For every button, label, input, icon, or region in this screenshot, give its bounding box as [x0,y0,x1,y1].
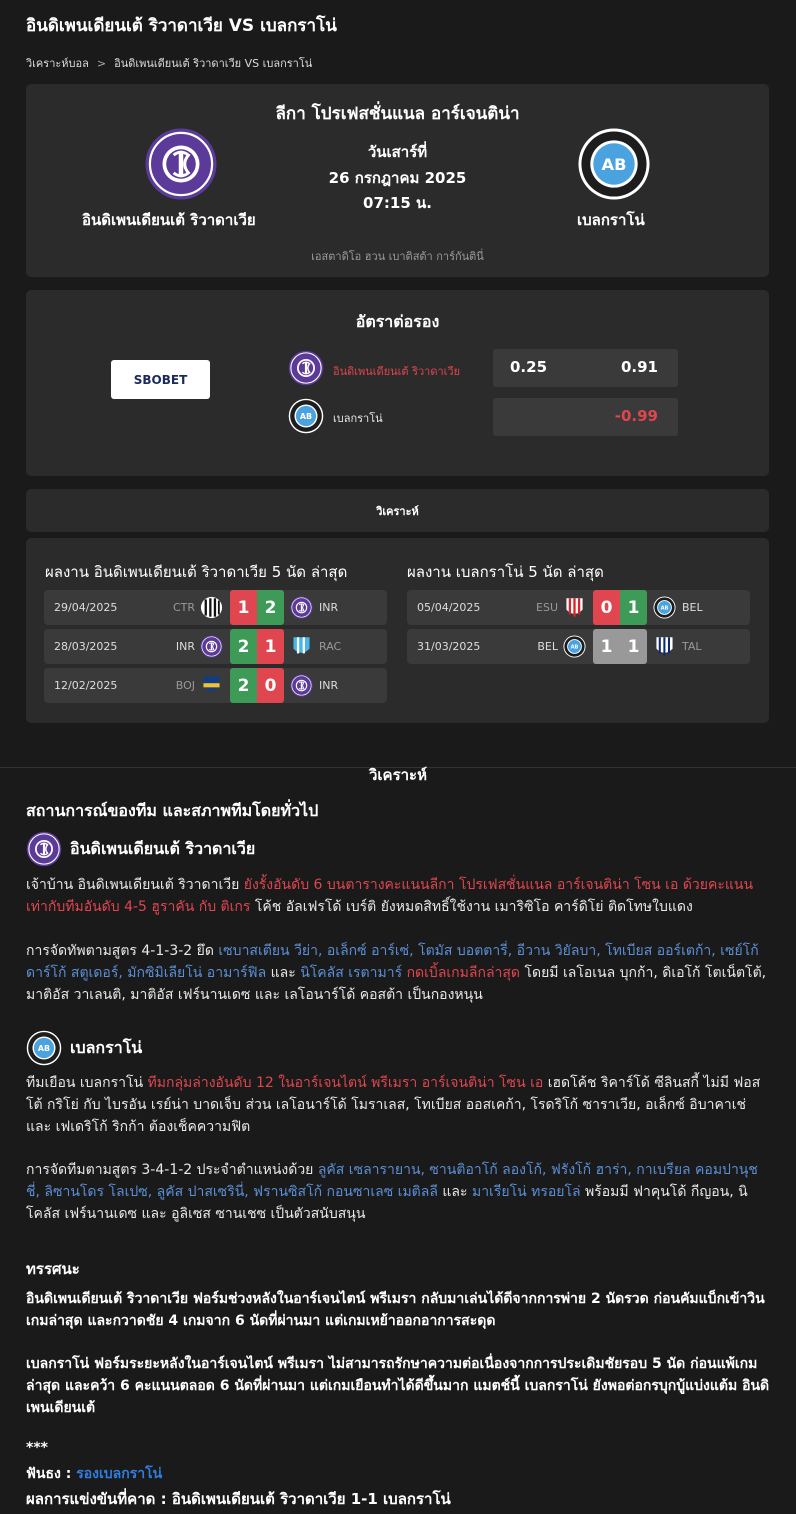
form-match-row[interactable] [407,629,750,664]
match-date: 12/02/2025 [54,679,118,692]
home-club-logo [563,635,586,658]
text: และ [437,1184,472,1200]
odds-handicap: 0.25 [510,358,548,376]
players-text: มาเรียโน่ ทรอยโล่ [471,1184,581,1200]
home-club-logo [200,635,223,658]
home-score: 2 [230,629,257,664]
odds-panel [26,290,769,476]
away-code: RAC [319,640,342,653]
sbobet-label: SBOBET [133,372,188,387]
away-score: 0 [257,668,284,703]
view-heading: ทรรศนะ [26,1260,80,1278]
form-match-row[interactable] [407,590,750,625]
text: การจัดทีมตามสูตร 3-4-1-2 ประจำตำแหน่งด้วย [26,1162,318,1178]
odds-away-team: เบลกราโน่ [333,412,383,425]
away-team-name: เบลกราโน่ [70,1038,143,1057]
home-situation-paragraph [26,874,770,918]
odds-home-team: อินดิเพนเดียนเต้ ริวาดาเวีย [333,365,461,378]
away-club-logo [290,635,313,658]
view-paragraph-home: อินดิเพนเดียนเต้ ริวาดาเวีย ฟอร์มช่วงหลังในอาร์เจนไตน์ พรีเมรา กลับมาเล่นได้ดีจากการพ่าย 2 นัดรวด ก่อนคัมแบ็กเข้าวินเกมล่าสุด และกวาดชัย 4 เกมจาก 6 นัดที่ผ่านมา แต่เกมเหย้าออกอาการสะดุด [26,1291,765,1329]
odds-home-box[interactable] [493,349,678,387]
match-date: 31/03/2025 [417,640,481,653]
form-match-row[interactable] [44,668,387,703]
highlight-text: กดเบิ้ลเกมลีกล่าสุด [402,965,521,981]
home-code: CTR [172,601,195,614]
breadcrumb-separator: > [96,57,107,70]
away-score: 1 [257,629,284,664]
away-club-logo [653,596,676,619]
text: โดยมี เลโอเนล บุกก้า, ดิเอโก้ โตเน็ตโต้, มาติอัส วาเลนติ, มาติอัส เฟร์นานเดซ และ เลโอนาร์โด้ คอสต้า เป็นกองหนุน [26,965,767,1003]
text: พร้อมมี ฟาคุนโด้ กีญอน, นิโคลัส เฟร์นานเดซ และ อูลิเซส ซานเชซ เป็นตัวสนับสนุน [26,1184,748,1222]
text: และ [266,965,301,981]
away-team-name[interactable]: เบลกราโน่ [577,211,645,229]
away-code: TAL [682,640,702,653]
players-text: ลูคัส เซลารายาน, ซานติอาโก้ ลองโก้, ฟรังโก้ ฮาร่า, กาเบรียล คอมปานุชชี่, ลิซานโดร โลเปซ, ลูคัส ปาสเซรินี่, ฟรานซิสโก้ กอนซาเลซ เมติลลี [26,1162,758,1200]
analysis-tab-label: วิเคราะห์ [376,505,419,518]
match-date: 26 กรกฎาคม 2025 [328,169,467,187]
odds-title: อัตราต่อรอง [355,312,440,331]
overview-heading: สถานการณ์ของทีม และสภาพทีมโดยทั่วไป [26,801,319,820]
odds-home-logo [288,350,324,386]
home-score: 1 [593,629,620,664]
players-text: นิโคลัส เรตามาร์ [300,965,403,981]
away-club-logo [290,674,313,697]
match-date: 29/04/2025 [54,601,118,614]
analysis-tab[interactable] [26,489,769,532]
home-score: 2 [230,668,257,703]
away-team-logo[interactable] [577,127,651,201]
analysis-section-title: วิเคราะห์ [368,766,427,784]
home-code: INR [175,640,195,653]
home-lineup-paragraph [26,940,770,1006]
match-time: 07:15 น. [363,194,432,212]
away-team-logo [26,1030,62,1066]
view-paragraph-away: เบลกราโน่ ฟอร์มระยะหลังในอาร์เจนไตน์ พรีเมรา ไม่สามารถรักษาความต่อเนื่องจากการประเดิมชัยรอบ 5 นัด ก่อนแพ้เกมล่าสุด และคว้า 6 คะแนนตลอด 6 นัดที่ผ่านมา แต่เกมเยือนทำได้ดีขึ้นมาก แมตช์นี้ เบลกราโน่ ยังพอต่อกรบุกบู้แบ่งแต้ม อินดิเพนเดียนเต้ [26,1356,770,1416]
match-day: วันเสาร์ที่ [367,143,428,161]
players-text: เซบาสเตียน วีย่า, อเล็กซ์ อาร์เซ่, โตมัส บอตตารี่, อีวาน วิยัลบา, โทเบียส ออร์เตก้า, เซย์โก้ ดาร์โก้ สตูเดอร์, มักซิมิเลียโน่ อามาร์ฟิล [26,943,759,981]
home-team-name[interactable]: อินดิเพนเดียนเต้ ริวาดาเวีย [82,211,256,229]
tip-link[interactable]: รองเบลกราโน่ [76,1466,163,1482]
odds-home-price: 0.91 [620,358,658,376]
stars-separator: *** [26,1440,48,1456]
breadcrumb-home-link[interactable]: วิเคราะห์บอล [26,57,89,70]
home-form-title: ผลงาน อินดิเพนเดียนเต้ ริวาดาเวีย 5 นัด ล่าสุด [45,563,348,581]
breadcrumb [26,54,312,72]
home-score: 1 [230,590,257,625]
away-score: 2 [257,590,284,625]
tip-label: ฟันธง : [26,1466,77,1482]
home-team-logo [26,831,62,867]
home-code: BOJ [175,679,195,692]
away-situation-paragraph [26,1072,770,1138]
sbobet-logo[interactable] [111,360,210,399]
text: การจัดทัพตามสูตร 4-1-3-2 ยึด [26,943,219,959]
recent-form-panel [26,538,769,723]
away-code: INR [319,601,339,614]
away-code: INR [319,679,339,692]
text: ทีมเยือน เบลกราโน่ [26,1075,148,1091]
league-name: ลีกา โปรเฟสชั่นแนล อาร์เจนติน่า [275,104,520,124]
away-score: 1 [620,590,647,625]
breadcrumb-current: อินดิเพนเดียนเต้ ริวาดาเวีย VS เบลกราโน่ [114,57,313,70]
highlight-text: ทีมกลุ่มล่างอันดับ 12 ในอาร์เจนไตน์ พรีเมรา อาร์เจนติน่า โซน เอ [147,1075,544,1091]
away-score: 1 [620,629,647,664]
text: โค้ช อัลเฟรโด้ เบร์ติ ยังหมดสิทธิ์ใช้งาน เมาริซิโอ คาร์ดิโย่ ติดโทษใบแดง [250,899,693,915]
home-club-logo [200,674,223,697]
form-match-row[interactable] [44,629,387,664]
home-team-name: อินดิเพนเดียนเต้ ริวาดาเวีย [70,839,256,858]
home-club-logo [200,596,223,619]
odds-away-price: -0.99 [614,407,658,425]
away-lineup-paragraph [26,1159,770,1225]
home-score: 0 [593,590,620,625]
text: เจ้าบ้าน อินดิเพนเดียนเต้ ริวาดาเวีย [26,877,244,893]
odds-away-box[interactable] [493,398,678,436]
home-code: ESU [536,601,558,614]
tip-line [26,1463,770,1485]
page-title: อินดิเพนเดียนเต้ ริวาดาเวีย VS เบลกราโน่ [26,16,337,36]
home-club-logo [563,596,586,619]
home-code: BEL [537,640,558,653]
away-club-logo [290,596,313,619]
highlight-text: ยังรั้งอันดับ 6 บนตารางคะแนนลีกา โปรเฟสชั่นแนล อาร์เจนติน่า โซน เอ ด้วยคะแนนเท่ากับทีมอันดับ 4-5 ฮูราคัน กับ ติเกร [26,877,754,915]
odds-away-logo [288,398,324,434]
venue: เอสตาดิโอ ฮวน เบาติสต้า การ์กันตินี่ [311,250,484,263]
away-form-title: ผลงาน เบลกราโน่ 5 นัด ล่าสุด [407,563,604,581]
match-header-panel [26,84,769,277]
match-date: 28/03/2025 [54,640,118,653]
prediction-line: ผลการแข่งขันที่คาด : อินดิเพนเดียนเต้ ริวาดาเวีย 1-1 เบลกราโน่ [26,1490,451,1508]
match-date: 05/04/2025 [417,601,481,614]
away-club-logo [653,635,676,658]
away-code: BEL [682,601,703,614]
text: เฮดโค้ช ริคาร์โด้ ซีลินสกี้ ไม่มี ฟอสโต้ กริโย่ กับ ไบรอัน เรย์น่า บาดเจ็บ ส่วน เลโอนาร์โด้ โมราเลส, โทเบียส ออสเคก้า, โรดริโก้ ซาราเวีย, อเล็กซ์ อิบาคาเช่ และ เฟเดริโก้ ริกก้า ต้องเช็คความฟิต [26,1075,761,1135]
form-match-row[interactable] [44,590,387,625]
